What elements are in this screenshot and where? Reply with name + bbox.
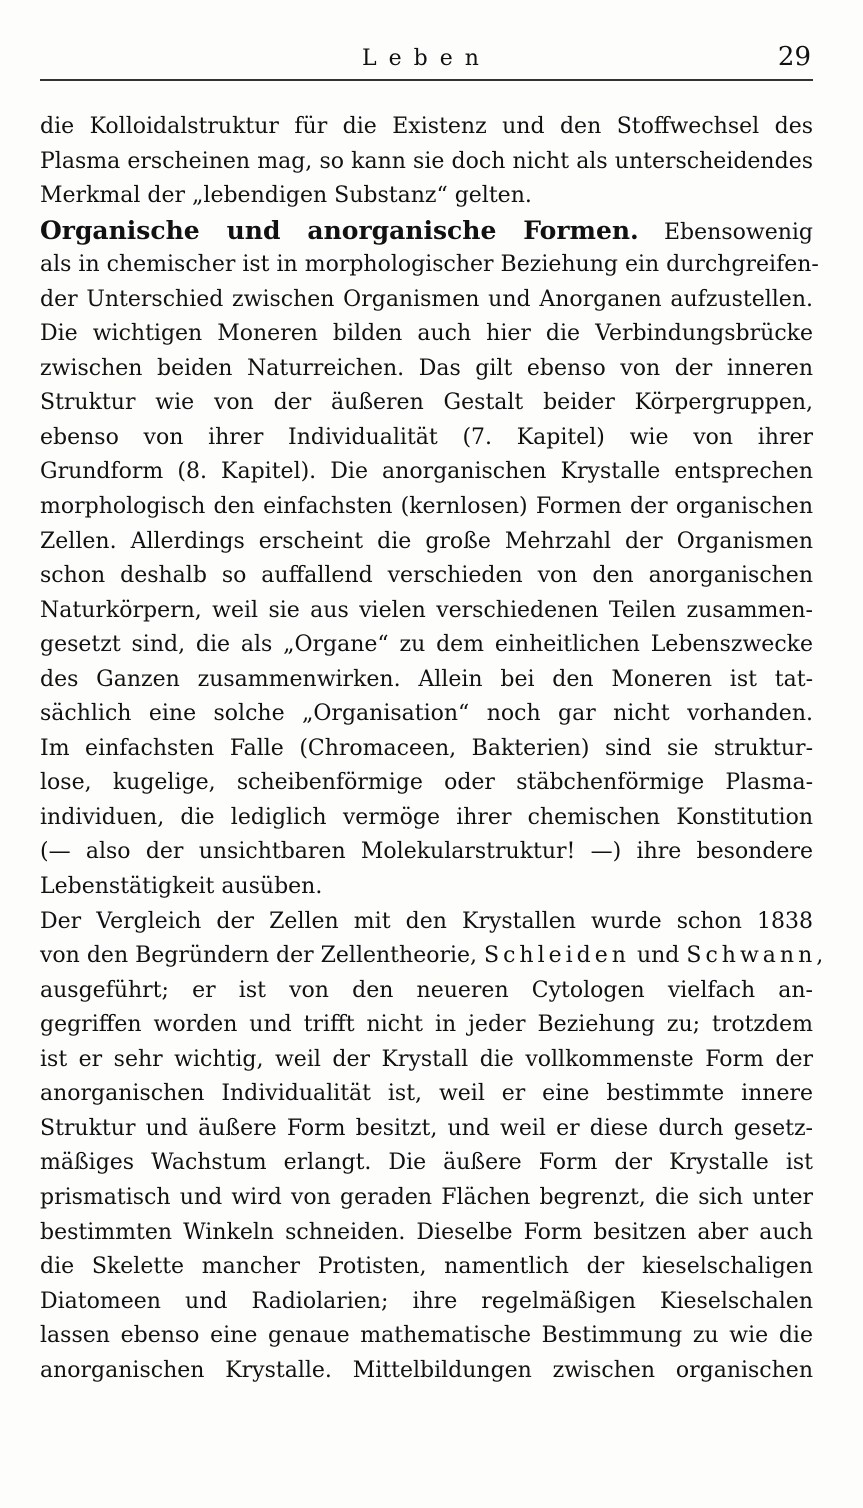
line-text: sächlich eine solche „Organisation“ noch gar nicht vorhanden. (40, 701, 813, 727)
person-name: Schleiden (484, 943, 630, 969)
text-line (40, 179, 813, 214)
text-line (40, 1112, 813, 1147)
text-line (40, 835, 813, 870)
text-line (40, 145, 813, 180)
text-line (40, 1043, 813, 1078)
text-line (40, 663, 813, 698)
body-text (40, 110, 824, 1388)
page-number: 29 (777, 42, 811, 72)
line-text: der Unterschied zwischen Organismen und Anorganen aufzustellen. (40, 286, 813, 312)
line-text: anorganischen Individualität ist, weil er eine bestimmte innere (40, 1081, 813, 1107)
text-line (40, 490, 813, 525)
text-line (40, 110, 813, 145)
line-text: gesetzt sind, die als „Organe“ zu dem einheitlichen Lebenszwecke (40, 632, 813, 658)
line-text: ebenso von ihrer Individualität (7. Kapitel) wie von ihrer (40, 424, 813, 450)
running-title: Leben (362, 46, 491, 71)
line-text: Ebensowenig (638, 219, 814, 245)
line-text: und (629, 943, 687, 969)
text-line (40, 1354, 813, 1389)
text-line (40, 766, 813, 801)
line-text: schon deshalb so auffallend verschieden von den anorganischen (40, 563, 813, 589)
header-rule (40, 79, 813, 81)
text-line (40, 283, 813, 318)
line-text: Der Vergleich der Zellen mit den Krystallen wurde schon 1838 (40, 908, 813, 934)
text-line (40, 697, 813, 732)
text-line (40, 455, 813, 490)
line-text: Grundform (8. Kapitel). Die anorganischen Krystalle entsprechen (40, 459, 813, 485)
text-line (40, 1285, 813, 1320)
line-text: Naturkörpern, weil sie aus vielen verschiedenen Teilen zusammen- (40, 597, 813, 623)
text-line (40, 905, 813, 940)
text-line (40, 939, 824, 974)
line-text: morphologisch den einfachsten (kernlosen) Formen der organischen (40, 494, 813, 520)
text-line (40, 974, 813, 1009)
line-text: ausgeführt; er ist von den neueren Cytologen vielfach an- (40, 977, 813, 1003)
line-text: die Kolloidalstruktur für die Existenz und den Stoffwechsel des (40, 114, 813, 139)
line-text: Im einfachsten Falle (Chromaceen, Bakterien) sind sie struktur- (40, 735, 813, 761)
line-text: als in chemischer ist in morphologischer Beziehung ein durchgreifen- (40, 252, 819, 278)
text-line (40, 317, 813, 352)
line-text: , (816, 943, 824, 969)
text-line (40, 1181, 813, 1216)
text-line (40, 386, 813, 421)
line-text: anorganischen Krystalle. Mittelbildungen zwischen organischen (40, 1357, 813, 1383)
line-text: ist er sehr wichtig, weil der Krystall die vollkommenste Form der (40, 1046, 813, 1072)
line-text: Struktur wie von der äußeren Gestalt beider Körpergruppen, (40, 390, 813, 416)
text-line (40, 801, 813, 836)
line-text: individuen, die lediglich vermöge ihrer chemischen Konstitution (40, 804, 813, 830)
text-line (40, 1077, 813, 1112)
line-text: Zellen. Allerdings erscheint die große Mehrzahl der Organismen (40, 528, 813, 554)
line-text: Diatomeen und Radiolarien; ihre regelmäßigen Kieselschalen (40, 1288, 813, 1314)
text-line (40, 1008, 813, 1043)
line-text: bestimmten Winkeln schneiden. Dieselbe Form besitzen aber auch (40, 1219, 813, 1245)
text-line (40, 352, 813, 387)
text-line (40, 559, 813, 594)
line-text: Merkmal der „lebendigen Substanz“ gelten. (40, 183, 532, 209)
line-text: Die wichtigen Moneren bilden auch hier die Verbindungsbrücke (40, 321, 813, 347)
line-text: gegriffen worden und trifft nicht in jeder Beziehung zu; trotzdem (40, 1012, 813, 1038)
line-text: zwischen beiden Naturreichen. Das gilt ebenso von der inneren (40, 355, 813, 381)
text-line (40, 870, 813, 905)
text-line (40, 421, 813, 456)
text-line (40, 732, 813, 767)
line-text: mäßiges Wachstum erlangt. Die äußere Form der Krystalle ist (40, 1150, 813, 1176)
line-text: Plasma erscheinen mag, so kann sie doch nicht als unterscheidendes (40, 148, 813, 174)
text-line (40, 1216, 813, 1251)
line-text: Lebenstätigkeit ausüben. (40, 874, 323, 900)
text-line (40, 1319, 813, 1354)
line-text: (— also der unsichtbaren Molekularstruktur! —) ihre besondere (40, 839, 813, 865)
line-text: Struktur und äußere Form besitzt, und weil er diese durch gesetz- (40, 1115, 813, 1141)
section-heading: Organische und anorganische Formen. (40, 215, 639, 245)
text-line (40, 1146, 813, 1181)
text-line (40, 594, 813, 629)
line-text: lassen ebenso eine genaue mathematische Bestimmung zu wie die (40, 1323, 813, 1349)
text-line (40, 525, 813, 560)
line-text: von den Begründern der Zellentheorie, (40, 943, 485, 969)
running-head (40, 40, 813, 76)
text-line (40, 214, 813, 249)
text-line (40, 1250, 813, 1285)
text-line (40, 628, 813, 663)
person-name: Schwann (686, 943, 817, 969)
text-line (40, 248, 819, 283)
line-text: des Ganzen zusammenwirken. Allein bei den Moneren ist tat- (40, 666, 813, 692)
line-text: lose, kugelige, scheibenförmige oder stäbchenförmige Plasma- (40, 770, 813, 796)
line-text: prismatisch und wird von geraden Flächen begrenzt, die sich unter (40, 1184, 813, 1210)
line-text: die Skelette mancher Protisten, namentlich der kieselschaligen (40, 1254, 813, 1280)
